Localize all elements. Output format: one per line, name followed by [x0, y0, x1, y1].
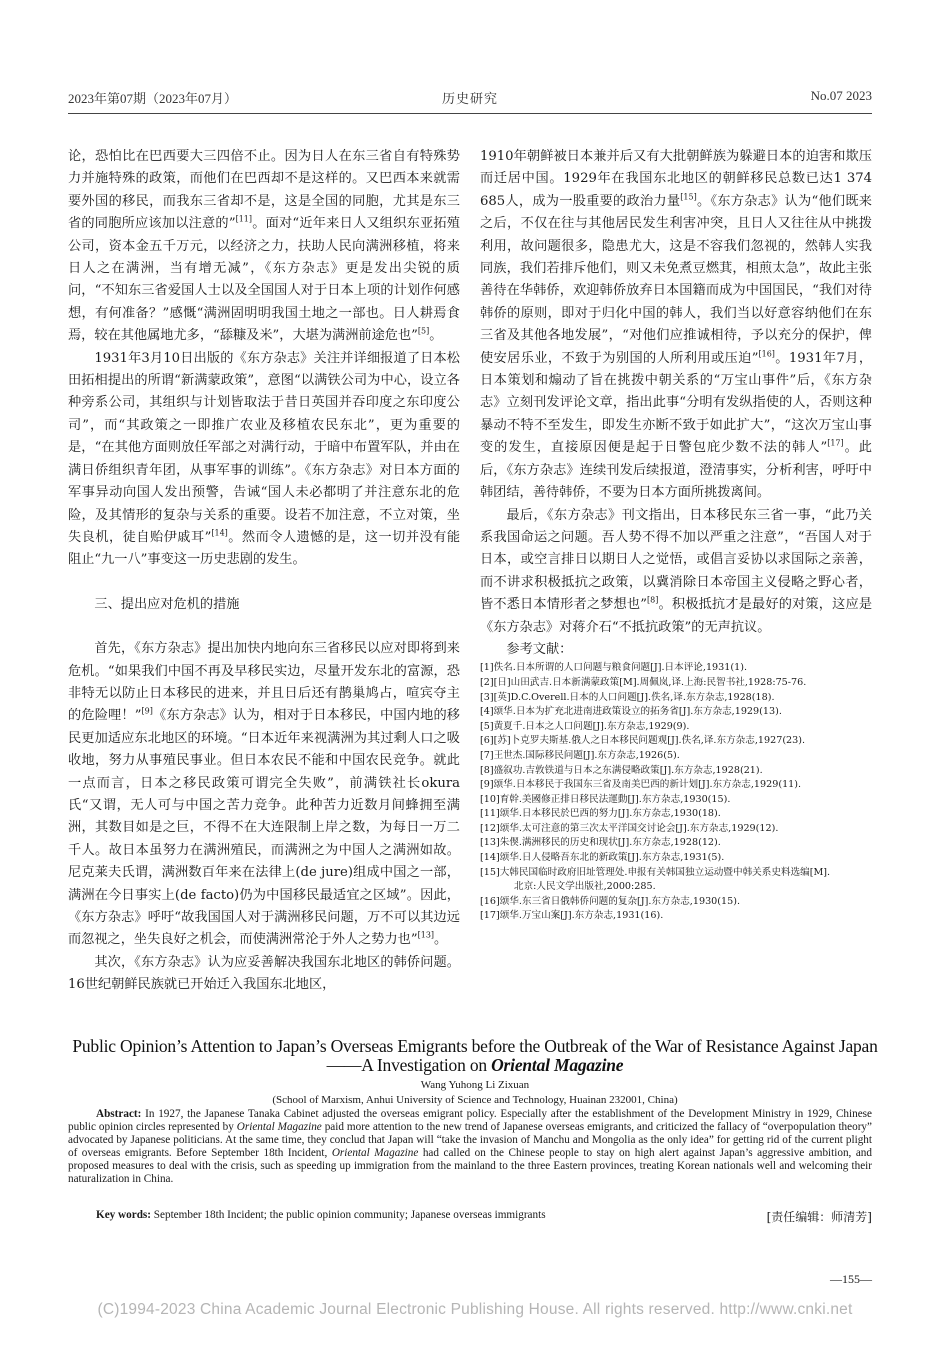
citation: [5] [417, 326, 430, 336]
reference-list [480, 661, 872, 924]
english-keywords: Key words: September 18th Incident; the public opinion community; Japanese overseas immigrants [96, 1209, 546, 1221]
citation: [8] [647, 595, 659, 605]
reference-item: [5]黄夏千.日本之人口问题[J].东方杂志,1929(9). [480, 720, 690, 732]
reference-item: [4]颂华.日本为扩充北进南进政策设立的拓务省[J].东方杂志,1929(13). [480, 706, 782, 718]
reference-item: [8]盛叙功.吉敦铁道与日本之东满侵略政策[J].东方杂志,1928(21). [480, 764, 763, 776]
english-title [40, 1037, 910, 1075]
citation: [16] [758, 349, 775, 359]
paragraph: 1910年朝鲜被日本兼并后又有大批朝鲜族为躲避日本的迫害和欺压而迁居中国。1929年在我国东北地区的朝鲜移民总数已达1 374 685人，成为一股重要的政治力量[15]。《东方杂志》认为“他们既来之后，不仅在往与其他居民发生利害冲突，且日人又往往从中挑拨利用，故问题很多，隐患尤大，这是不容我们忽视的，然韩人实我同族，我们若排斥他们，则又未免煮豆燃萁，相煎太急”，故此主张善待在华韩侨，欢迎韩侨放弃日本国籍而成为中国国民，“我们对待韩侨的原则，即对于归化中国的韩人，我们当以好意容纳他们在东三省及其他各地发展”，“对他们应推诚相待，予以充分的保护，俾使安居乐业，不致于为别国的人所利用或压迫”[16]。1931年7月，日本策划和煽动了旨在挑拨中朝关系的“万宝山事件”后，《东方杂志》立刻刊发评论文章，指出此事“分明有发纵指使的人，否则这种暴动不特不至发生，即发生亦断不致于如此扩大”，“这次万宝山事变的发生，直接原因便是起于日警包庇少数不法的韩人”[17]。此后，《东方杂志》连续刊发后续报道，澄清事实，分析利害，呼吁中韩团结，善待韩侨，不要为日本方面所挑拨离间。 [480, 149, 873, 501]
english-authors: Wang Yuhong Li Zixuan [420, 1079, 530, 1091]
reference-item: [2][日]山田武吉.日本新满蒙政策[M].周佩岚,译.上海:民智书社,1928:75-76. [480, 676, 807, 688]
reference-item: [11]颂华.日本移民於巴西的努力[J].东方杂志,1930(18). [480, 808, 721, 820]
citation: [11] [235, 214, 252, 224]
copyright-footer: (C)1994-2023 China Academic Journal Electronic Publishing House. All rights reserved. http://www.cnki.net [97, 1301, 853, 1318]
abstract-label: Abstract: [96, 1108, 142, 1120]
citation: [15] [680, 192, 697, 202]
header-issue-number: No.07 2023 [810, 88, 872, 103]
header-issue: 2023年第07期（2023年07月） [68, 91, 238, 106]
page-number: —155— [830, 1272, 872, 1286]
reference-item: [7]王世杰.国际移民问题[J].东方杂志,1926(5). [480, 749, 680, 761]
citation: [17] [827, 438, 844, 448]
reference-item: [9]颂华.日本移民于我国东三省及南美巴西的新计划[J].东方杂志,1929(11). [480, 779, 802, 791]
citation: [13] [417, 931, 435, 941]
references-heading: 参考文献： [506, 641, 573, 657]
reference-item: [15]大韩民国临时政府旧址管理处.申报有关韩国独立运动暨中韩关系史料选编[M]. [480, 866, 831, 878]
header-rule [68, 113, 872, 114]
reference-item: [10]育幹.美國修正排日移民法運動[J].东方杂志,1930(15). [480, 793, 731, 805]
section-heading: 三、提出应对危机的措施 [94, 596, 240, 612]
english-affiliation: (School of Marxism, Anhui University of Science and Technology, Huainan 232001, China) [272, 1094, 678, 1106]
paragraph: 论，恐怕比在巴西要大三四倍不止。因为日人在东三省自有特殊势力并施特殊的政策，而他们在巴西却不是这样的。又巴西本来就需要外国的移民，而我东三省却不是，这是全国的同胞，尤其是东三省的同胞所应该加以注意的”[11]。面对“近年来日人又组织东亚拓殖公司，资本金五千万元，以经济之力，扶助人民向满洲移植，将来日人之在满洲，当有增无减”，《东方杂志》更是发出尖锐的质问，“不知东三省爱国人士以及全国国人对于日本上项的计划作何感想，有何准备？”感慨“满洲固明明我国土地之一部也。日人耕焉食焉，较在其他属地尤多，“舔糠及米”，大堪为满洲前途危也”[5]。 [68, 149, 460, 344]
right-column [480, 146, 872, 924]
reference-item: [3][英]D.C.Overell.日本的人口问题[J].佚名,译.东方杂志,1928(18). [480, 691, 775, 703]
paragraph: 其次，《东方杂志》认为应妥善解决我国东北地区的韩侨问题。16世纪朝鲜民族就已开始迁入我国东北地区， [68, 954, 460, 993]
reference-item: [16]颂华.东三省日俄韩侨问题的复杂[J].东方杂志,1930(15). [480, 895, 741, 907]
paragraph: 最后，《东方杂志》刊文指出，日本移民东三省一事，“此乃关系我国命运之问题。吾人势不得不加以严重之注意”，“吾国人对于日本，或空言排日以期日人之觉悟，或倡言妥协以求国际之亲善，而不讲求积极抵抗之政策，以冀消除日本帝国主义侵略之野心者，皆不悉日本情形者之梦想也”[8]。积极抵抗才是最好的对策，这应是《东方杂志》对蒋介石“不抵抗政策”的无声抗议。 [480, 507, 873, 635]
responsible-editor: [责任编辑：师清芳] [766, 1210, 872, 1224]
reference-item: [12]颂华.太可注意的第三次太平洋国交讨论会[J].东方杂志,1929(12). [480, 822, 779, 834]
reference-item: [1]佚名.日本所谓的人口问题与粮食问题[J].日本评论,1931(1). [480, 662, 747, 674]
english-abstract: Abstract: In 1927, the Japanese Tanaka Cabinet adjusted the overseas emigrant policy. Especially after the establishment of the Development Ministry in 1929, Chinese public opinion circles represented by Oriental Magazine paid more attention to the new trend of Japanese overseas emigrants, and criticized the fallacy of “overpopulation theory” advocated by Japanese politicians. At the same time, they conclud that Japan will “take the invasion of Manchu and Mongolia as the only idea” for getting rid of the current plight of overseas emigrants. Before September 18th Incident, Oriental Magazine had called on the Chinese people to stay on high alert against Japan’s aggressive ambition, and proposed measures to deal with the crisis, such as speeding up immigration from the mainland to the three Eastern provinces, treating Korean nationals well and welcoming their naturalization in China. [68, 1108, 872, 1185]
reference-item: [13]朱偰.满洲移民的历史和现状[J].东方杂志,1928(12). [480, 837, 721, 849]
header-journal-name: 历史研究 [441, 91, 498, 106]
reference-item: [17]颂华.万宝山案[J].东方杂志,1931(16). [480, 910, 664, 922]
running-header [68, 88, 872, 110]
journal-name-italic: Oriental Magazine [491, 1055, 624, 1075]
citation: [9] [141, 706, 153, 716]
left-column [68, 146, 460, 997]
keywords-label: Key words: [96, 1209, 151, 1221]
english-title-line1: Public Opinion’s Attention to Japan’s Overseas Emigrants before the Outbreak of the War of Resistance Against Japan [72, 1036, 878, 1056]
paragraph: 1931年3月10日出版的《东方杂志》关注并详细报道了日本松田拓相提出的所谓“新满蒙政策”，意图“以满铁公司为中心，设立各种旁系公司，其组织与计划皆取法于昔日英国并吞印度之东印度公司”，而“其政策之一即推广农业及移植农民东北”，更为重要的是，“在其他方面则放任军部之对满行动，于暗中布置军队，并由在满日侨组织青年团，从事军事的训练”。《东方杂志》对日本方面的军事异动向国人发出预警，告诫“国人未必都明了并注意东北的危险，及其情形的复杂与关系的重要。设若不加注意，不立对策，坐失良机，徒自贻伊戚耳”[14]。然而令人遗憾的是，这一切并没有能阻止“九一八”事变这一历史悲剧的发生。 [68, 350, 461, 568]
citation: [14] [211, 528, 228, 538]
english-title-line2: ——A Investigation on Oriental Magazine [326, 1055, 624, 1075]
reference-item-continuation: 北京:人民文学出版社,2000:285. [514, 881, 656, 893]
reference-item: [14]颂华.日人侵略吾东北的新政策[J].东方杂志,1931(5). [480, 852, 725, 864]
reference-item: [6][苏]卜克罗夫斯基.俄人之日本移民问题观[J].佚名,译.东方杂志,1927(23). [480, 735, 806, 747]
paragraph: 首先，《东方杂志》提出加快内地向东三省移民以应对即将到来危机。“如果我们中国不再及早移民实边，尽量开发东北的富源，恐非特无以防止日本移民的进来，并且日后还有鹊巢鸠占，喧宾夺主的危险哩！”[9]《东方杂志》认为，相对于日本移民，中国内地的移民更加适应东北地区的环境。“日本近年来视满洲为其过剩人口之吸收地，努力从事殖民事业。但日本农民不能和中国农民竞争。就此一点而言，日本之移民政策可谓完全失败”，前满铁社长okura氏“又谓，无人可与中国之苦力竞争。此种苦力近数月间蜂拥至满洲，其数目如是之巨，不得不在大连限制上岸之数，为每日一万二千人。故日本虽努力在满洲殖民，而满洲之为中国人之满洲如故。尼克莱夫氏谓，满洲数百年来在法律上(de jure)组成中国之一部，满洲在今日事实上(de facto)仍为中国移民最适宜之区域”。因此，《东方杂志》呼吁“故我国国人对于满洲移民问题，万不可以其边远而忽视之，坐失良好之机会，而使满洲常沦于外人之势力也”[13]。 [68, 641, 460, 948]
